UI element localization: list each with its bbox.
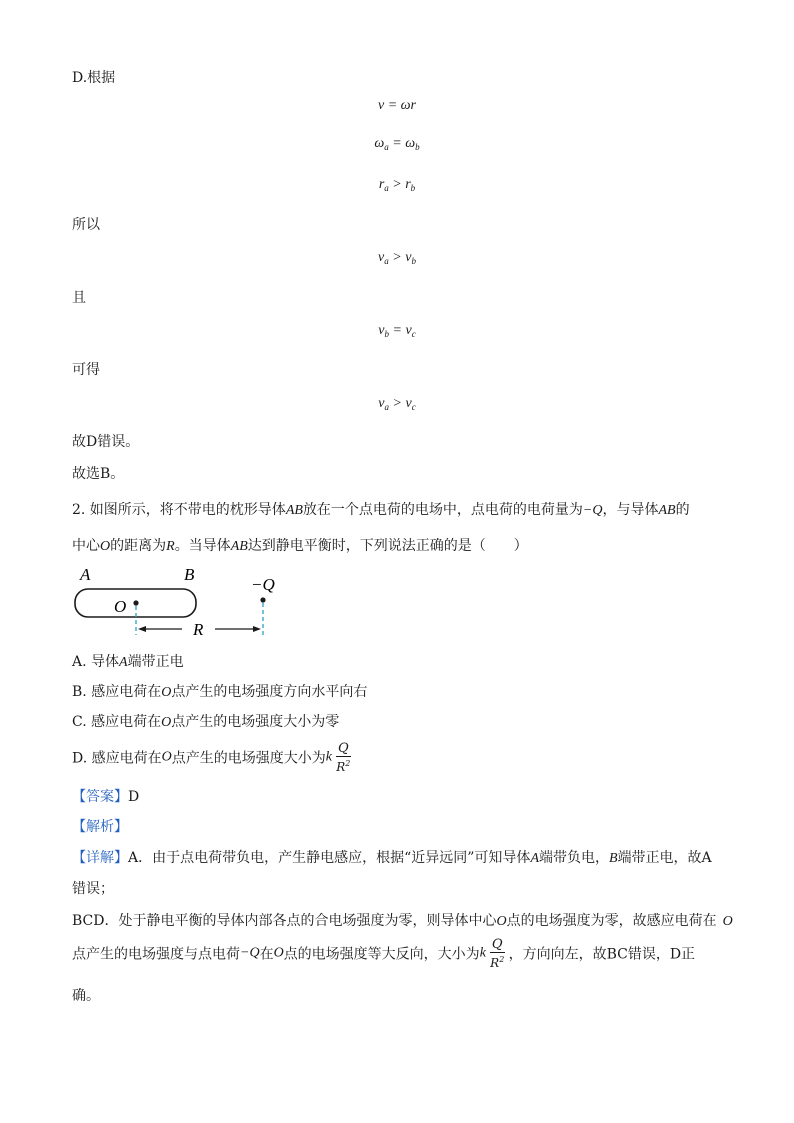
point-charge-q: [260, 597, 265, 602]
equation-va-greater-vb: $v_a > v_b$: [378, 250, 416, 266]
figure-label-o: O: [114, 597, 127, 616]
figure-label-a: A: [80, 565, 91, 584]
thus-label: 可得: [72, 362, 100, 378]
answer-label: 【答案】: [72, 789, 128, 805]
center-point-o: [133, 600, 138, 605]
equation-va-greater-vc: $v_a > v_c$: [378, 396, 416, 412]
equation-v-omega-r: v = ωr: [377, 98, 416, 113]
choose-b-line: 故选B。: [72, 466, 125, 482]
answer-value: D: [128, 789, 140, 805]
option-b: B. 感应电荷在O点产生的电场强度方向水平向右: [72, 684, 368, 700]
figure-label-r: R: [193, 620, 204, 639]
figure-label-q: −Q: [251, 575, 275, 594]
equation-vb-equal-vc: $v_b = v_c$: [378, 323, 416, 339]
analysis-label: 【解析】: [72, 819, 128, 835]
detail-line-3: BCD．处于静电平衡的导体内部各点的合电场强度为零，则导体中心O点的电场强度为零，故感应电荷在 O: [72, 913, 733, 929]
part-d-conclusion: 故D错误。: [72, 434, 140, 450]
equation-r-greater: $r_a > r_b$: [378, 177, 416, 193]
option-c: C. 感应电荷在O点产生的电场强度大小为零: [72, 714, 340, 730]
option-d: D. 感应电荷在O点产生的电场强度大小为k $\frac{Q}{R^2}$: [72, 741, 351, 774]
so-label: 所以: [72, 217, 100, 233]
arrowhead-right: [253, 626, 261, 632]
detail-line-4: 点产生的电场强度与点电荷−Q在O点的电场强度等大反向，大小为k $\frac{Q}{R^2}$ ，方向向左，故BC错误，D正: [72, 937, 696, 970]
detail-line-1: 【详解】A．由于点电荷带负电，产生静电感应，根据“近异远同”可知导体A端带负电，B端带正电，故A: [72, 850, 712, 866]
figure-label-b: B: [184, 565, 195, 584]
part-d-intro: D.根据: [72, 70, 116, 86]
equation-omega-equal: $\omega_a = \omega_b$: [374, 136, 420, 152]
and-label: 且: [72, 290, 86, 306]
option-a: A. 导体A端带正电: [72, 654, 184, 670]
question-2-line-2: 中心O的距离为R。当导体AB达到静电平衡时，下列说法正确的是（ ）: [72, 538, 528, 554]
arrowhead-left: [138, 626, 146, 632]
detail-fraction: $\frac{Q}{R^2}$: [490, 937, 505, 970]
detail-line-5: 确。: [72, 988, 100, 1004]
pillow-conductor-figure: [70, 562, 290, 642]
detail-line-2: 错误；: [72, 881, 114, 897]
answer-line: [72, 786, 139, 806]
option-d-fraction: $\frac{Q}{R^2}$: [336, 741, 351, 774]
question-2-line-1: 2. 如图所示，将不带电的枕形导体AB放在一个点电荷的电场中，点电荷的电荷量为−Q，与导体AB的: [72, 502, 690, 518]
